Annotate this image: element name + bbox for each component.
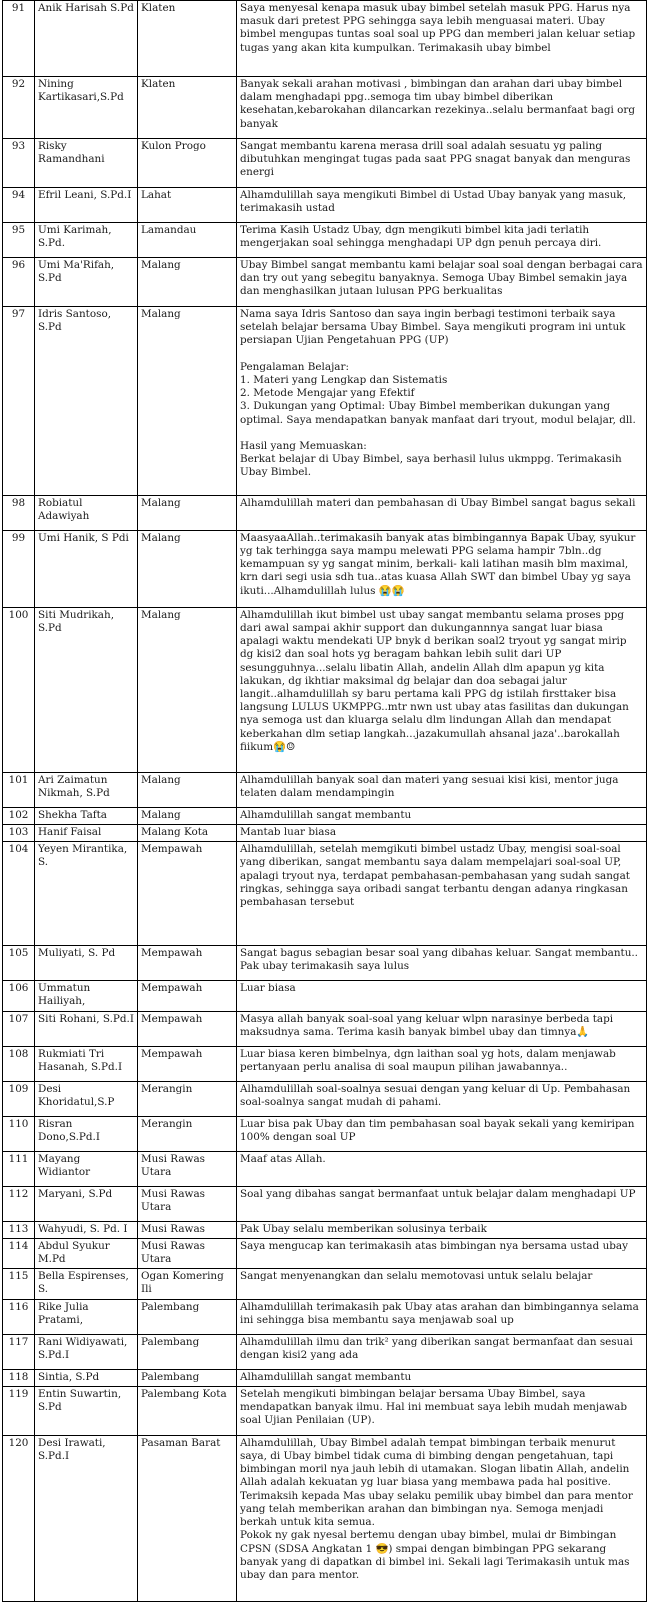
table-row <box>3 1238 647 1268</box>
row-testimonial: MaasyaaAllah..terimakasih banyak atas bimbingannya Bapak Ubay, syukur yg tak terhingga saya mampu melewati PPG selama hampir 7bln..dg kemampuan sy yg sangat minim, berkali- kali latihan masih blm maximal, krn dari segi usia sdh tua..atas kuasa Allah SWT dan bimbel Ubay yg saya ikuti...Alhamdulillah lulus 😭😭 <box>237 530 647 607</box>
row-testimonial: Alhamdulillah sangat membantu <box>237 1369 647 1386</box>
row-city: Palembang <box>138 1334 237 1369</box>
row-number: 103 <box>3 825 35 842</box>
row-number: 104 <box>3 842 35 946</box>
table-row <box>3 188 647 223</box>
row-city: Malang <box>138 772 237 807</box>
row-testimonial: Alhamdulillah, Ubay Bimbel adalah tempat bimbingan terbaik menurut saya, di Ubay bimbel tidak cuma di bimbing dengan pengetahuan, tapi bimbingan moril nya jauh lebih di utamakan. Slogan libatin Allah, andelin Allah adalah kekuatan yg luar biasa yang membawa pada hal positive. Terimaksih kepada Mas ubay selaku pemilik ubay bimbel dan para mentor yang telah memberikan arahan dan bimbingan nya. Semoga menjadi berkah untuk kita semua. Pokok ny gak nyesal bertemu dengan ubay bimbel, mulai dr Bimbingan CPSN (SDSA Angkatan 1 😎) smpai dengan bimbingan PPG sekarang banyak yang di dapatkan di bimbel ini. Sekali lagi Terimakasih untuk mas ubay dan para mentor. <box>237 1435 647 1601</box>
table-row <box>3 77 647 139</box>
row-testimonial: Alhamdulillah ikut bimbel ust ubay sangat membantu selama proses ppg dari awal sampai akhir support dan dukungannnya sangat luar biasa apalagi waktu mendekati UP bnyk d berikan soal2 tryout yg sangat mirip dg kisi2 dan soal hots yg beragam bahkan lebih sulit dari UP sesungguhnya...selalu libatin Allah, andelin Allah dlm apapun yg kita lakukan, dg ikhtiar maksimal dg belajar dan doa sebagai jalur langit..alhamdulillah sy baru pertama kali PPG dg istilah firsttaker bisa langsung LULUS UKMPPG..mtr nwn ust ubay atas fasilitas dan dukungan nya semoga ust dan kluarga selalu dlm lindungan Allah dan mendapat keberkahan dlm setiap langkah...jazakumullah ahsanal jaza'..barokallah fiikum😭☺ <box>237 607 647 772</box>
row-number: 117 <box>3 1334 35 1369</box>
table-row <box>3 1 647 77</box>
row-testimonial: Setelah mengikuti bimbingan belajar bersama Ubay Bimbel, saya mendapatkan banyak ilmu. Hal ini membuat saya lebih mudah menjawab soal Ujian Penilaian (UP). <box>237 1386 647 1435</box>
table-row <box>3 139 647 188</box>
row-testimonial: Luar biasa <box>237 981 647 1011</box>
table-row <box>3 842 647 946</box>
row-number: 102 <box>3 807 35 824</box>
row-number: 92 <box>3 77 35 139</box>
row-city: Malang <box>138 258 237 307</box>
row-number: 96 <box>3 258 35 307</box>
row-testimonial: Alhamdulillah, setelah memgikuti bimbel ustadz Ubay, mengisi soal-soal yang diberikan, sangat membantu saya dalam mempelajari soal-soal UP, apalagi tryout nya, terdapat pembahasan-pembahasan yang sudah sangat ringkas, sehingga saya oribadi sangat terbantu dengan adanya ringkasan pembahasan tersebut <box>237 842 647 946</box>
row-testimonial: Alhamdulillah ilmu dan trik² yang diberikan sangat bermanfaat dan sesuai dengan kisi2 yang ada <box>237 1334 647 1369</box>
table-row <box>3 1081 647 1116</box>
table-row <box>3 981 647 1011</box>
row-city: Musi Rawas Utara <box>138 1151 237 1186</box>
row-city: Mempawah <box>138 1046 237 1081</box>
row-city: Malang <box>138 807 237 824</box>
row-name: Efril Leani, S.Pd.I <box>35 188 138 223</box>
row-testimonial: Alhamdulillah materi dan pembahasan di Ubay Bimbel sangat bagus sekali <box>237 495 647 530</box>
testimonial-table <box>2 0 647 1602</box>
row-name: Desi Khoridatul,S.P <box>35 1081 138 1116</box>
row-name: Risran Dono,S.Pd.I <box>35 1116 138 1151</box>
row-testimonial: Alhamdulillah soal-soalnya sesuai dengan yang keluar di Up. Pembahasan soal-soalnya sangat mudah di pahami. <box>237 1081 647 1116</box>
row-city: Klaten <box>138 77 237 139</box>
row-testimonial: Maaf atas Allah. <box>237 1151 647 1186</box>
row-city: Malang <box>138 607 237 772</box>
table-row <box>3 807 647 824</box>
row-city: Mempawah <box>138 842 237 946</box>
row-number: 98 <box>3 495 35 530</box>
row-city: Musi Rawas Utara <box>138 1238 237 1268</box>
row-number: 106 <box>3 981 35 1011</box>
row-testimonial: Luar biasa keren bimbelnya, dgn laithan soal yg hots, dalam menjawab pertanyaan perlu analisa di soal maupun pilihan jawabannya.. <box>237 1046 647 1081</box>
row-number: 118 <box>3 1369 35 1386</box>
row-city: Malang Kota <box>138 825 237 842</box>
row-city: Musi Rawas Utara <box>138 1186 237 1221</box>
row-testimonial: Masya allah banyak soal-soal yang keluar wlpn narasinye berbeda tapi maksudnya sama. Terima kasih banyak bimbel ubay dan timnya🙏 <box>237 1011 647 1046</box>
row-number: 105 <box>3 946 35 981</box>
table-row <box>3 1186 647 1221</box>
row-number: 115 <box>3 1269 35 1299</box>
row-name: Desi Irawati, S.Pd.I <box>35 1435 138 1601</box>
row-name: Anik Harisah S.Pd <box>35 1 138 77</box>
table-row <box>3 825 647 842</box>
row-number: 95 <box>3 223 35 258</box>
row-number: 109 <box>3 1081 35 1116</box>
row-testimonial: Saya mengucap kan terimakasih atas bimbingan nya bersama ustad ubay <box>237 1238 647 1268</box>
table-row <box>3 223 647 258</box>
row-number: 101 <box>3 772 35 807</box>
row-number: 113 <box>3 1221 35 1238</box>
row-number: 99 <box>3 530 35 607</box>
row-name: Rike Julia Pratami, <box>35 1299 138 1334</box>
row-testimonial: Alhamdulillah saya mengikuti Bimbel di Ustad Ubay banyak yang masuk, terimakasih ustad <box>237 188 647 223</box>
row-testimonial: Banyak sekali arahan motivasi , bimbingan dan arahan dari ubay bimbel dalam menghadapi ppg..semoga tim ubay bimbel diberikan kesehatan,kebarokahan dilancarkan rezekinya..selalu bermanfaat bagi org banyak <box>237 77 647 139</box>
row-number: 91 <box>3 1 35 77</box>
table-row <box>3 1299 647 1334</box>
row-testimonial: Soal yang dibahas sangat bermanfaat untuk belajar dalam menghadapi UP <box>237 1186 647 1221</box>
table-row <box>3 1369 647 1386</box>
row-number: 111 <box>3 1151 35 1186</box>
row-name: Yeyen Mirantika, S. <box>35 842 138 946</box>
row-name: Wahyudi, S. Pd. I <box>35 1221 138 1238</box>
table-row <box>3 495 647 530</box>
row-testimonial: Alhamdulillah terimakasih pak Ubay atas arahan dan bimbingannya selama ini sehingga bisa membantu saya menjawab soal up <box>237 1299 647 1334</box>
row-name: Siti Mudrikah, S.Pd <box>35 607 138 772</box>
row-city: Malang <box>138 307 237 496</box>
testimonial-table-body <box>3 1 647 1602</box>
row-city: Palembang <box>138 1299 237 1334</box>
row-testimonial: Alhamdulillah sangat membantu <box>237 807 647 824</box>
table-row <box>3 1151 647 1186</box>
row-name: Mayang Widiantor <box>35 1151 138 1186</box>
row-city: Klaten <box>138 1 237 77</box>
row-name: Sintia, S.Pd <box>35 1369 138 1386</box>
row-city: Mempawah <box>138 981 237 1011</box>
row-testimonial: Mantab luar biasa <box>237 825 647 842</box>
row-testimonial: Ubay Bimbel sangat membantu kami belajar soal soal dengan berbagai cara dan try out yang sebegitu banyaknya. Semoga Ubay Bimbel semakin jaya dan menghasilkan jutaan lulusan PPG berkualitas <box>237 258 647 307</box>
row-city: Musi Rawas <box>138 1221 237 1238</box>
table-row <box>3 1046 647 1081</box>
row-name: Rani Widiyawati, S.Pd.I <box>35 1334 138 1369</box>
table-row <box>3 1011 647 1046</box>
row-testimonial: Saya menyesal kenapa masuk ubay bimbel setelah masuk PPG. Harus nya masuk dari pretest PPG sehingga saya lebih menguasai materi. Ubay bimbel mengupas tuntas soal soal up PPG dan memberi jalan keluar setiap tugas yang akan kita kumpulkan. Terimakasih ubay bimbel <box>237 1 647 77</box>
row-name: Maryani, S.Pd <box>35 1186 138 1221</box>
row-city: Ogan Komering Ili <box>138 1269 237 1299</box>
row-city: Kulon Progo <box>138 139 237 188</box>
row-name: Hanif Faisal <box>35 825 138 842</box>
row-number: 112 <box>3 1186 35 1221</box>
table-row <box>3 530 647 607</box>
row-city: Merangin <box>138 1081 237 1116</box>
row-testimonial: Alhamdulillah banyak soal dan materi yang sesuai kisi kisi, mentor juga telaten dalam mendampingin <box>237 772 647 807</box>
row-city: Palembang <box>138 1369 237 1386</box>
row-number: 119 <box>3 1386 35 1435</box>
table-row <box>3 946 647 981</box>
row-name: Robiatul Adawiyah <box>35 495 138 530</box>
row-name: Ari Zaimatun Nikmah, S.Pd <box>35 772 138 807</box>
row-testimonial: Nama saya Idris Santoso dan saya ingin berbagi testimoni terbaik saya setelah belajar bersama Ubay Bimbel. Saya mengikuti program ini untuk persiapan Ujian Pengetahuan PPG (UP) Pengalaman Belajar: 1. Materi yang Lengkap dan Sistematis 2. Metode Mengajar yang Efektif 3. Dukungan yang Optimal: Ubay Bimbel memberikan dukungan yang optimal. Saya mendapatkan banyak manfaat dari tryout, modul belajar, dll. Hasil yang Memuaskan: Berkat belajar di Ubay Bimbel, saya berhasil lulus ukmppg. Terimakasih Ubay Bimbel. <box>237 307 647 496</box>
table-row <box>3 607 647 772</box>
row-name: Bella Espirenses, S. <box>35 1269 138 1299</box>
row-name: Ummatun Hailiyah, <box>35 981 138 1011</box>
table-row <box>3 258 647 307</box>
row-number: 93 <box>3 139 35 188</box>
row-number: 114 <box>3 1238 35 1268</box>
row-name: Abdul Syukur M.Pd <box>35 1238 138 1268</box>
table-row <box>3 1435 647 1601</box>
row-city: Pasaman Barat <box>138 1435 237 1601</box>
row-name: Muliyati, S. Pd <box>35 946 138 981</box>
row-name: Nining Kartikasari,S.Pd <box>35 77 138 139</box>
row-name: Entin Suwartin, S.Pd <box>35 1386 138 1435</box>
row-name: Risky Ramandhani <box>35 139 138 188</box>
table-row <box>3 1269 647 1299</box>
row-testimonial: Pak Ubay selalu memberikan solusinya terbaik <box>237 1221 647 1238</box>
row-city: Palembang Kota <box>138 1386 237 1435</box>
row-name: Siti Rohani, S.Pd.I <box>35 1011 138 1046</box>
row-city: Merangin <box>138 1116 237 1151</box>
row-number: 110 <box>3 1116 35 1151</box>
row-name: Shekha Tafta <box>35 807 138 824</box>
row-city: Malang <box>138 530 237 607</box>
row-name: Umi Karimah, S.Pd. <box>35 223 138 258</box>
row-city: Lamandau <box>138 223 237 258</box>
row-number: 116 <box>3 1299 35 1334</box>
table-row <box>3 1221 647 1238</box>
row-testimonial: Luar bisa pak Ubay dan tim pembahasan soal bayak sekali yang kemiripan 100% dengan soal UP <box>237 1116 647 1151</box>
table-row <box>3 1334 647 1369</box>
row-number: 100 <box>3 607 35 772</box>
table-row <box>3 1386 647 1435</box>
row-testimonial: Sangat menyenangkan dan selalu memotovasi untuk selalu belajar <box>237 1269 647 1299</box>
row-city: Malang <box>138 495 237 530</box>
row-number: 108 <box>3 1046 35 1081</box>
row-city: Mempawah <box>138 946 237 981</box>
row-name: Umi Hanik, S Pdi <box>35 530 138 607</box>
row-number: 120 <box>3 1435 35 1601</box>
row-number: 107 <box>3 1011 35 1046</box>
row-name: Umi Ma'Rifah, S.Pd <box>35 258 138 307</box>
row-testimonial: Sangat membantu karena merasa drill soal adalah sesuatu yg paling dibutuhkan mengingat tugas pada saat PPG snagat banyak dan menguras energi <box>237 139 647 188</box>
row-city: Mempawah <box>138 1011 237 1046</box>
row-name: Rukmiati Tri Hasanah, S.Pd.I <box>35 1046 138 1081</box>
row-number: 94 <box>3 188 35 223</box>
row-testimonial: Sangat bagus sebagian besar soal yang dibahas keluar. Sangat membantu.. Pak ubay terimakasih saya lulus <box>237 946 647 981</box>
row-testimonial: Terima Kasih Ustadz Ubay, dgn mengikuti bimbel kita jadi terlatih mengerjakan soal sehingga menghadapi UP dgn penuh percaya diri. <box>237 223 647 258</box>
table-row <box>3 772 647 807</box>
table-row <box>3 307 647 496</box>
table-row <box>3 1116 647 1151</box>
row-name: Idris Santoso, S.Pd <box>35 307 138 496</box>
row-number: 97 <box>3 307 35 496</box>
row-city: Lahat <box>138 188 237 223</box>
